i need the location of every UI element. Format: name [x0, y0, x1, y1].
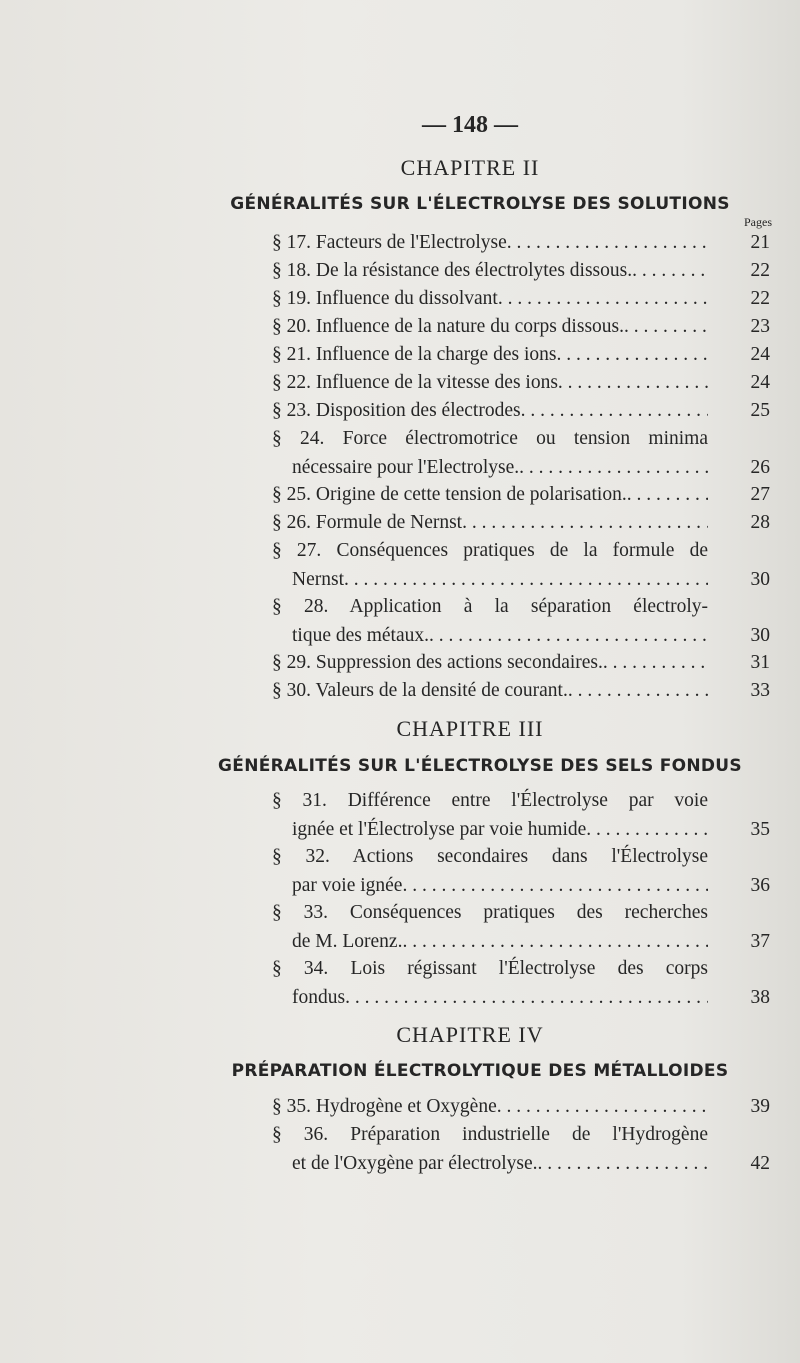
toc-entry-title-continued: fondus — [292, 987, 346, 1008]
toc-entry-title: § 29. Suppression des actions secondaires. — [272, 652, 603, 673]
toc-entry-title-continued: ignée et l'Électrolyse par voie humide — [292, 819, 587, 840]
toc-entry-title: § 19. Influence du dissolvant — [272, 288, 498, 309]
toc-entry — [272, 508, 708, 537]
toc-entry — [272, 676, 708, 705]
leader-dots — [521, 396, 708, 425]
toc-page-number: 22 — [750, 288, 770, 309]
toc-page-number: 42 — [750, 1153, 770, 1174]
leader-dots — [627, 480, 708, 509]
toc-entry — [272, 228, 708, 257]
toc-entry-title: § 25. Origine de cette tension de polarisation. — [272, 484, 627, 505]
toc-entry — [272, 842, 708, 900]
toc-entry — [272, 368, 708, 397]
toc-page-number: 39 — [750, 1096, 770, 1117]
toc-page-number: 35 — [750, 819, 770, 840]
toc-entry-title-continued: Nernst — [292, 569, 344, 590]
toc-entry — [272, 648, 708, 677]
toc-page-number: 28 — [750, 512, 770, 533]
toc-entry-title: § 34. Lois régissant l'Électrolyse des corps — [272, 958, 708, 979]
toc-entry-title: § 20. Influence de la nature du corps dissous. — [272, 316, 624, 337]
toc-entry-title: § 27. Conséquences pratiques de la formule de — [272, 540, 708, 561]
toc-page-number: 24 — [750, 372, 770, 393]
chapter-subtitle: GÉNÉRALITÉS SUR L'ÉLECTROLYSE DES SELS FONDUS — [218, 756, 742, 776]
toc-page-number: 30 — [750, 569, 770, 590]
leader-dots — [519, 453, 708, 482]
leader-dots — [345, 983, 708, 1012]
toc-entry — [272, 786, 708, 844]
toc-page-number: 23 — [750, 316, 770, 337]
toc-entry-title: § 35. Hydrogène et Oxygène — [272, 1096, 497, 1117]
toc-entry-title: § 30. Valeurs de la densité de courant. — [272, 680, 568, 701]
leader-dots — [632, 256, 708, 285]
toc-entry-title-continued: nécessaire pour l'Electrolyse. — [292, 457, 520, 478]
toc-page-number: 33 — [750, 680, 770, 701]
toc-entry-title: § 33. Conséquences pratiques des recherches — [272, 902, 708, 923]
leader-dots — [558, 368, 708, 397]
leader-dots — [507, 228, 708, 257]
toc-page-number: 22 — [750, 260, 770, 281]
leader-dots — [538, 1149, 708, 1178]
toc-entry — [272, 396, 708, 425]
page-number: — 148 — — [422, 112, 518, 138]
toc-entry — [272, 256, 708, 285]
toc-entry — [272, 592, 708, 650]
toc-entry-title-continued: tique des métaux. — [292, 625, 430, 646]
toc-page-number: 27 — [750, 484, 770, 505]
toc-entry — [272, 424, 708, 482]
leader-dots — [402, 871, 708, 900]
leader-dots — [603, 648, 708, 677]
pages-column-label: Pages — [744, 215, 772, 229]
leader-dots — [497, 1092, 708, 1121]
chapter-title: CHAPITRE III — [396, 716, 544, 741]
chapter-subtitle: PRÉPARATION ÉLECTROLYTIQUE DES MÉTALLOIDES — [231, 1061, 729, 1081]
leader-dots — [498, 284, 708, 313]
toc-entry-title-continued: de M. Lorenz. — [292, 931, 403, 952]
toc-entry — [272, 1120, 708, 1178]
leader-dots — [556, 340, 708, 369]
toc-page-number: 30 — [750, 625, 770, 646]
chapter-subtitle: GÉNÉRALITÉS SUR L'ÉLECTROLYSE DES SOLUTIONS — [230, 194, 730, 214]
leader-dots — [402, 927, 708, 956]
toc-page-number: 26 — [750, 457, 770, 478]
toc-entry-title-continued: par voie ignée — [292, 875, 403, 896]
toc-entry-title: § 23. Disposition des électrodes — [272, 400, 521, 421]
leader-dots — [344, 565, 708, 594]
toc-entry — [272, 898, 708, 956]
toc-entry-title: § 32. Actions secondaires dans l'Électrolyse — [272, 846, 708, 867]
toc-entry — [272, 340, 708, 369]
toc-entry-title: § 24. Force électromotrice ou tension minima — [272, 428, 708, 449]
toc-entry-title: § 31. Différence entre l'Électrolyse par voie — [272, 790, 708, 811]
leader-dots — [624, 312, 708, 341]
leader-dots — [429, 621, 708, 650]
toc-page-number: 31 — [750, 652, 770, 673]
toc-page-number: 24 — [750, 344, 770, 365]
toc-page-number: 25 — [750, 400, 770, 421]
toc-page-number: 36 — [750, 875, 770, 896]
toc-entry — [272, 480, 708, 509]
leader-dots — [462, 508, 708, 537]
toc-page-number: 38 — [750, 987, 770, 1008]
toc-page-number: 21 — [750, 232, 770, 253]
toc-entry — [272, 536, 708, 594]
toc-entry-title: § 18. De la résistance des électrolytes dissous. — [272, 260, 633, 281]
toc-entry-title: § 17. Facteurs de l'Electrolyse — [272, 232, 507, 253]
toc-entry — [272, 284, 708, 313]
toc-entry — [272, 954, 708, 1012]
toc-entry-title: § 28. Application à la séparation électroly- — [272, 596, 708, 617]
toc-entry — [272, 1092, 708, 1121]
toc-entry-title: § 22. Influence de la vitesse des ions — [272, 372, 558, 393]
toc-entry-title: § 26. Formule de Nernst — [272, 512, 463, 533]
chapter-title: CHAPITRE II — [400, 155, 540, 180]
leader-dots — [568, 676, 708, 705]
chapter-title: CHAPITRE IV — [396, 1022, 544, 1047]
toc-entry-title: § 36. Préparation industrielle de l'Hydrogène — [272, 1124, 708, 1145]
toc-entry — [272, 312, 708, 341]
toc-page-number: 37 — [750, 931, 770, 952]
toc-entry-title-continued: et de l'Oxygène par électrolyse. — [292, 1153, 538, 1174]
toc-entry-title: § 21. Influence de la charge des ions — [272, 344, 557, 365]
leader-dots — [586, 815, 708, 844]
